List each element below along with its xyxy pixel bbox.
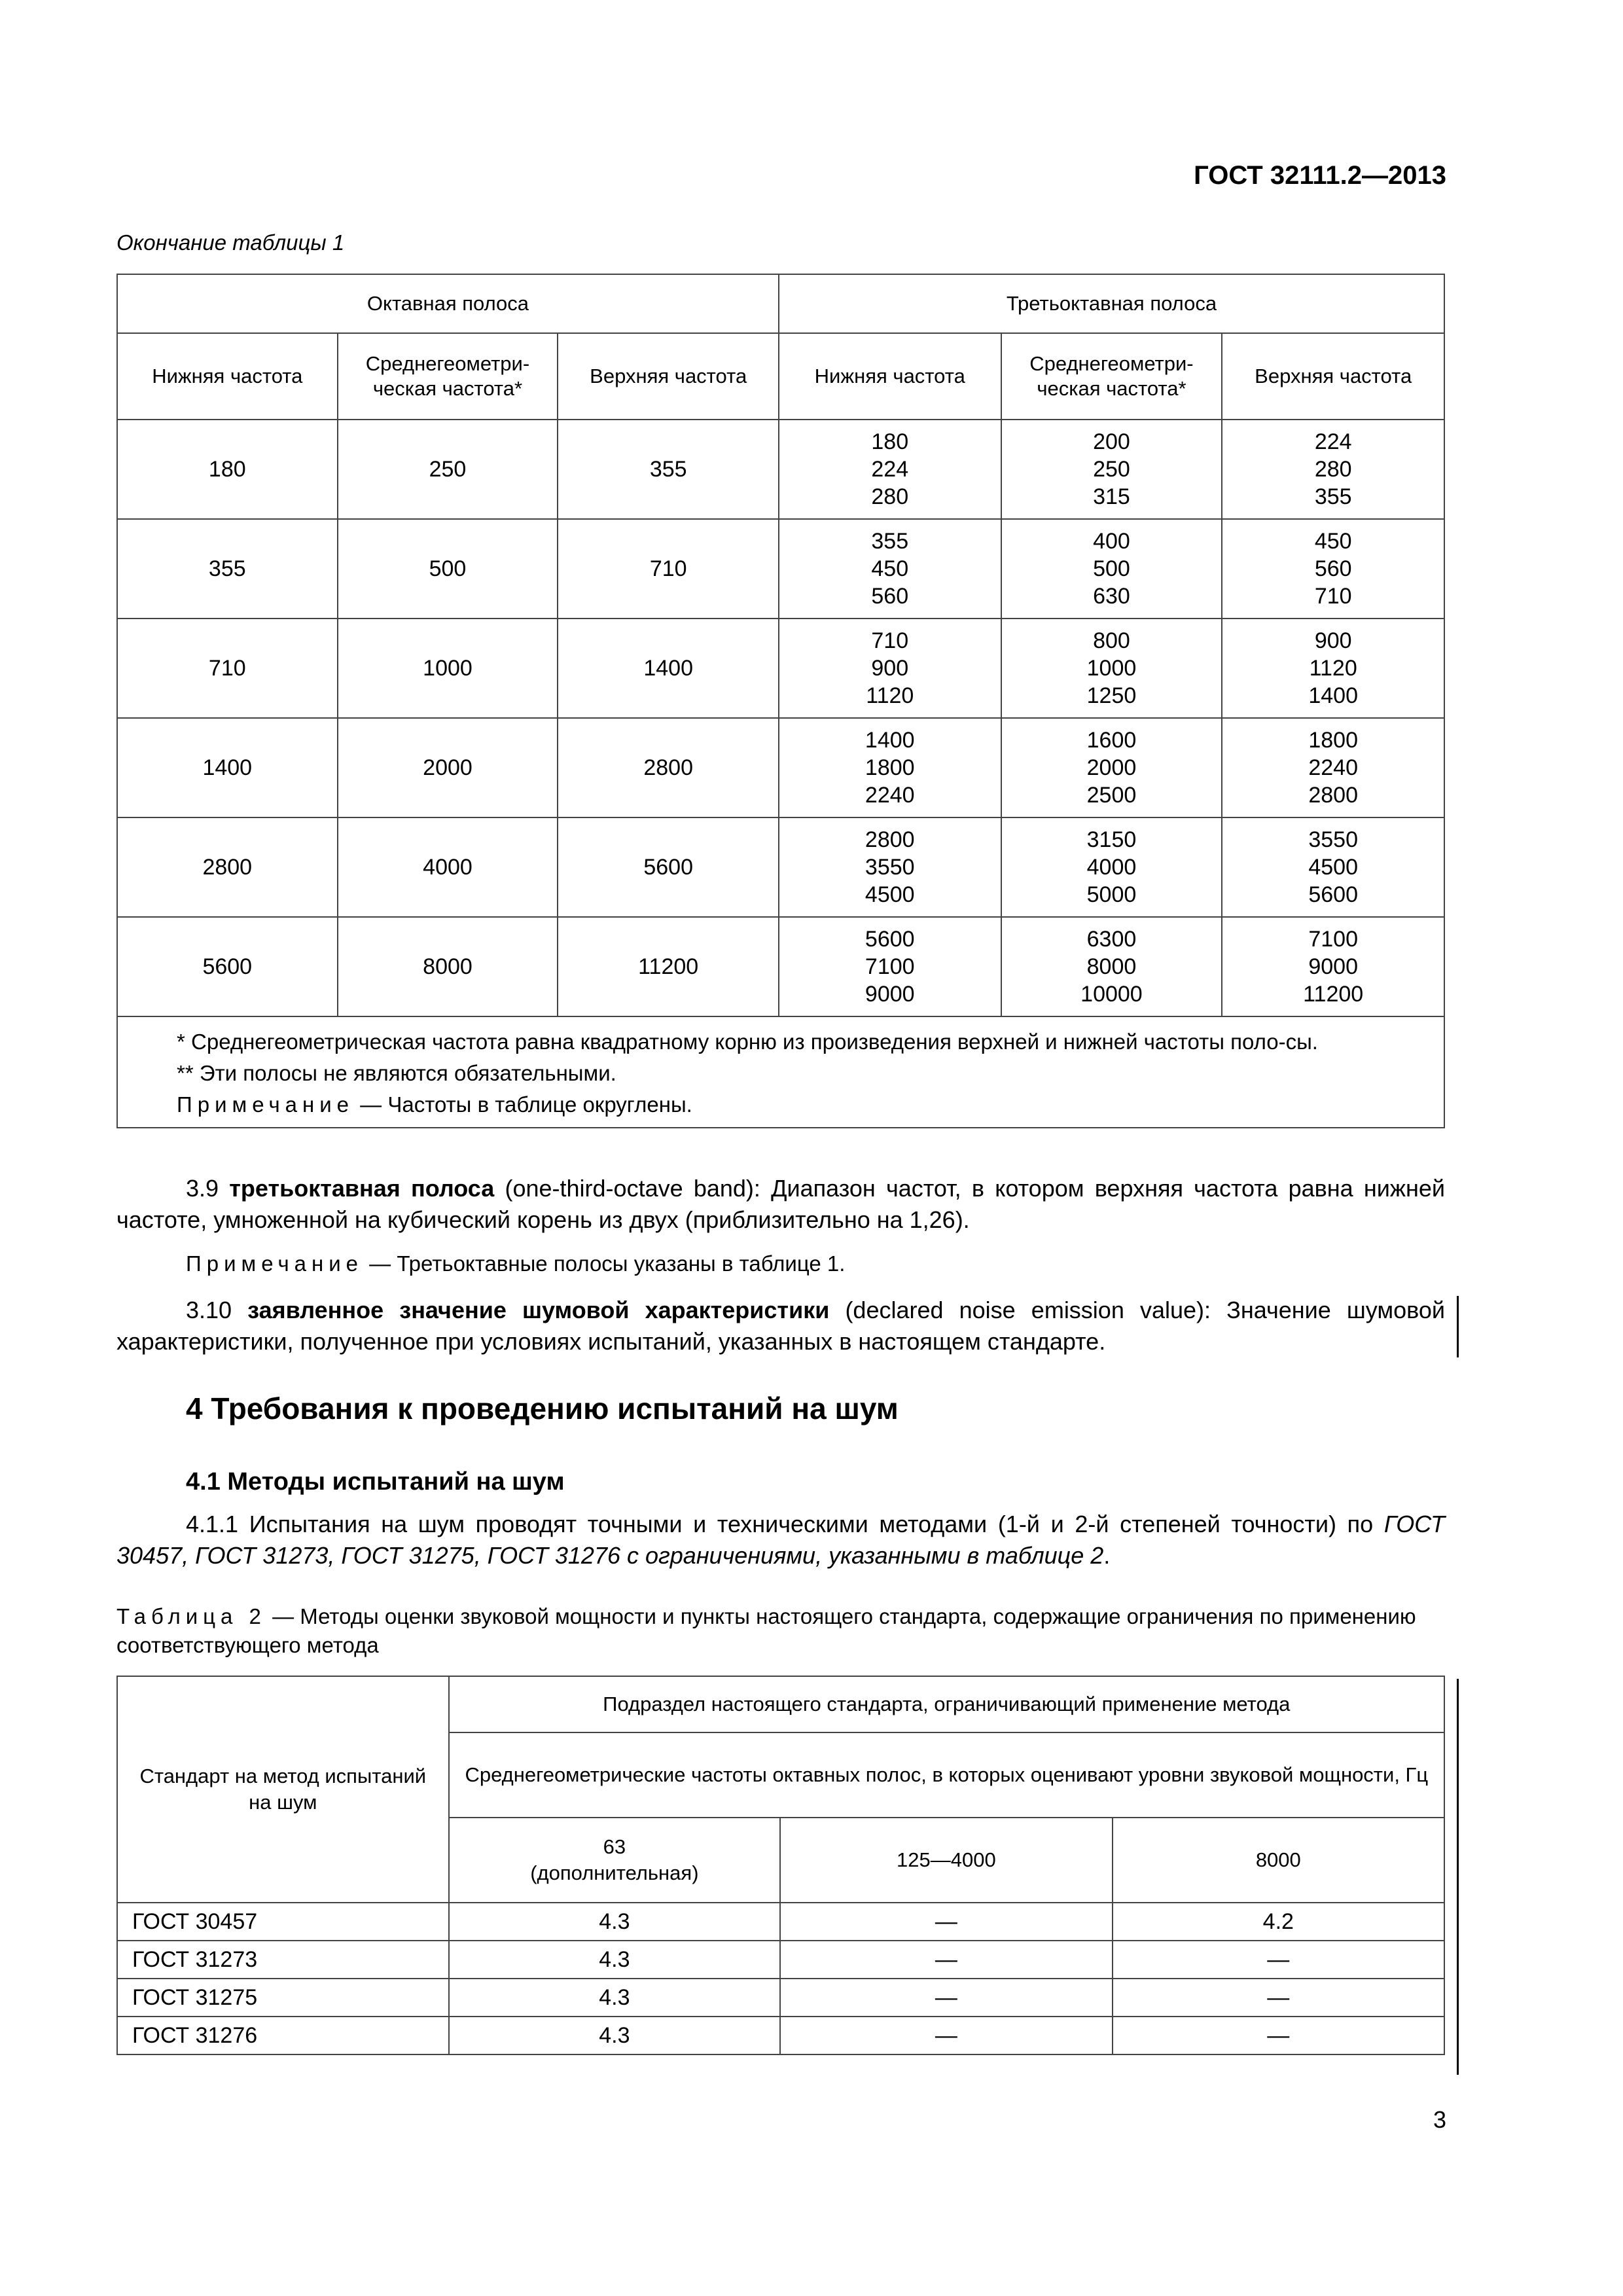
- cell-o-up: 5600: [558, 817, 779, 917]
- cell-std: ГОСТ 30457: [117, 1903, 449, 1941]
- header-octave-frequencies: Среднегеометрические частоты октавных полос, в которых оценивают уровни звуковой мощности, Гц: [449, 1732, 1444, 1818]
- cell-t-mid: 400 500 630: [1001, 519, 1222, 619]
- note-3-9: [186, 1251, 845, 1276]
- cell-t-up: 450 560 710: [1222, 519, 1444, 619]
- header-octave-upper: Верхняя частота: [558, 333, 779, 420]
- cell-t-low: 355 450 560: [779, 519, 1001, 619]
- cell-o-low: 710: [117, 619, 338, 718]
- cell-t-up: 7100 9000 11200: [1222, 917, 1444, 1016]
- table-row: [117, 917, 1444, 1016]
- cell-c125: —: [780, 2017, 1112, 2054]
- term: третьоктавная полоса: [229, 1175, 495, 1202]
- cell-c63: 4.3: [449, 1941, 781, 1979]
- table-row: [117, 1979, 1444, 2017]
- table-row: [117, 1903, 1444, 1941]
- table-row: [117, 1941, 1444, 1979]
- cell-c125: —: [780, 1979, 1112, 2017]
- table-row: [117, 519, 1444, 619]
- cell-c125: —: [780, 1903, 1112, 1941]
- paragraph-tail: .: [1103, 1542, 1111, 1569]
- cell-c8000: —: [1113, 1941, 1444, 1979]
- cell-c63: 4.3: [449, 2017, 781, 2054]
- cell-std: ГОСТ 31273: [117, 1941, 449, 1979]
- change-bar: [1457, 1679, 1459, 2075]
- cell-o-low: 180: [117, 420, 338, 519]
- cell-o-up: 355: [558, 420, 779, 519]
- cell-t-low: 180 224 280: [779, 420, 1001, 519]
- header-third-lower: Нижняя частота: [779, 333, 1001, 420]
- table-note: [130, 1089, 1432, 1121]
- cell-o-mid: 1000: [338, 619, 558, 718]
- cell-t-mid: 3150 4000 5000: [1001, 817, 1222, 917]
- definition-text: (declared noise emission value): Значение шумовой характеристики, полученное при условиях испытаний, указанных в настоящем стандарте.: [116, 1297, 1445, 1355]
- cell-std: ГОСТ 31275: [117, 1979, 449, 2017]
- header-octave-band: Октавная полоса: [117, 274, 779, 333]
- cell-o-low: 2800: [117, 817, 338, 917]
- cell-o-low: 5600: [117, 917, 338, 1016]
- header-63: 63 (дополнительная): [449, 1818, 781, 1903]
- table-continuation-caption: Окончание таблицы 1: [116, 230, 345, 255]
- cell-o-up: 2800: [558, 718, 779, 817]
- clause-number: 3.10: [186, 1297, 248, 1323]
- cell-c63: 4.3: [449, 1903, 781, 1941]
- cell-o-mid: 500: [338, 519, 558, 619]
- header-restricting-subsection: Подраздел настоящего стандарта, ограничивающий применение метода: [449, 1676, 1444, 1732]
- cell-o-up: 1400: [558, 619, 779, 718]
- definition-3-9: [116, 1173, 1445, 1236]
- cell-c8000: —: [1113, 2017, 1444, 2054]
- cell-o-mid: 250: [338, 420, 558, 519]
- cell-c8000: 4.2: [1113, 1903, 1444, 1941]
- cell-t-low: 5600 7100 9000: [779, 917, 1001, 1016]
- cell-t-up: 3550 4500 5600: [1222, 817, 1444, 917]
- cell-t-up: 224 280 355: [1222, 420, 1444, 519]
- frequency-bands-table: [116, 274, 1445, 1128]
- header-125-4000: 125—4000: [780, 1818, 1112, 1903]
- cell-o-up: 11200: [558, 917, 779, 1016]
- methods-table: [116, 1676, 1445, 2055]
- table-row: [117, 718, 1444, 817]
- cell-t-mid: 1600 2000 2500: [1001, 718, 1222, 817]
- standards-reference: ГОСТ 30457, ГОСТ 31273, ГОСТ 31275, ГОСТ 31276 с ограничениями, указанными в таблице 2: [116, 1511, 1445, 1569]
- note-text: — Третьоктавные полосы указаны в таблице 1.: [363, 1251, 846, 1276]
- paragraph-lead: 4.1.1 Испытания на шум проводят точными и техническими методами (1-й и 2-й степеней точности) по: [186, 1511, 1384, 1537]
- table-2-caption: [116, 1602, 1445, 1660]
- cell-c8000: —: [1113, 1979, 1444, 2017]
- table-caption-text: — Методы оценки звуковой мощности и пункты настоящего стандарта, содержащие ограничения по применению соответствующего метода: [116, 1604, 1416, 1657]
- cell-c63: 4.3: [449, 1979, 781, 2017]
- cell-c125: —: [780, 1941, 1112, 1979]
- change-bar: [1457, 1296, 1459, 1357]
- cell-t-low: 1400 1800 2240: [779, 718, 1001, 817]
- header-third-octave-band: Третьоктавная полоса: [779, 274, 1444, 333]
- document-code: ГОСТ 32111.2—2013: [1194, 161, 1446, 190]
- note-text: — Частоты в таблице округлены.: [354, 1092, 692, 1117]
- section-4-heading: 4 Требования к проведению испытаний на шум: [186, 1391, 899, 1426]
- header-third-upper: Верхняя частота: [1222, 333, 1444, 420]
- table-row: [117, 420, 1444, 519]
- table-row: [117, 619, 1444, 718]
- cell-t-up: 1800 2240 2800: [1222, 718, 1444, 817]
- cell-t-low: 710 900 1120: [779, 619, 1001, 718]
- cell-t-up: 900 1120 1400: [1222, 619, 1444, 718]
- cell-o-up: 710: [558, 519, 779, 619]
- header-8000: 8000: [1113, 1818, 1444, 1903]
- cell-t-mid: 6300 8000 10000: [1001, 917, 1222, 1016]
- table-row: [117, 2017, 1444, 2054]
- cell-t-mid: 200 250 315: [1001, 420, 1222, 519]
- header-octave-lower: Нижняя частота: [117, 333, 338, 420]
- clause-number: 3.9: [186, 1175, 230, 1202]
- definition-text: (one-third-octave band): Диапазон частот, в котором верхняя частота равна нижней частоте, умноженной на кубический корень из двух (приблизительно на 1,26).: [116, 1175, 1445, 1233]
- cell-o-low: 355: [117, 519, 338, 619]
- cell-o-mid: 4000: [338, 817, 558, 917]
- header-standard: Стандарт на метод испытаний на шум: [117, 1676, 449, 1903]
- table-label: Таблица 2: [116, 1604, 266, 1628]
- cell-o-mid: 2000: [338, 718, 558, 817]
- footnote-optional-bands: ** Эти полосы не являются обязательными.: [177, 1061, 616, 1085]
- note-label: Примечание: [186, 1251, 364, 1276]
- header-third-center: Среднегеометри- ческая частота*: [1001, 333, 1222, 420]
- cell-o-low: 1400: [117, 718, 338, 817]
- definition-3-10: [116, 1295, 1445, 1357]
- cell-std: ГОСТ 31276: [117, 2017, 449, 2054]
- note-label: Примечание: [177, 1092, 355, 1117]
- header-octave-center: Среднегеометри- ческая частота*: [338, 333, 558, 420]
- cell-t-mid: 800 1000 1250: [1001, 619, 1222, 718]
- table-notes: [117, 1016, 1444, 1128]
- paragraph-4-1-1: [116, 1509, 1445, 1571]
- table-row: [117, 817, 1444, 917]
- cell-t-low: 2800 3550 4500: [779, 817, 1001, 917]
- section-4-1-heading: 4.1 Методы испытаний на шум: [186, 1468, 565, 1496]
- page-number: 3: [1433, 2106, 1446, 2133]
- term: заявленное значение шумовой характеристики: [247, 1297, 830, 1323]
- cell-o-mid: 8000: [338, 917, 558, 1016]
- footnote-center-frequency: * Среднегеометрическая частота равна квадратному корню из произведения верхней и нижней частоты поло-сы.: [177, 1030, 1318, 1054]
